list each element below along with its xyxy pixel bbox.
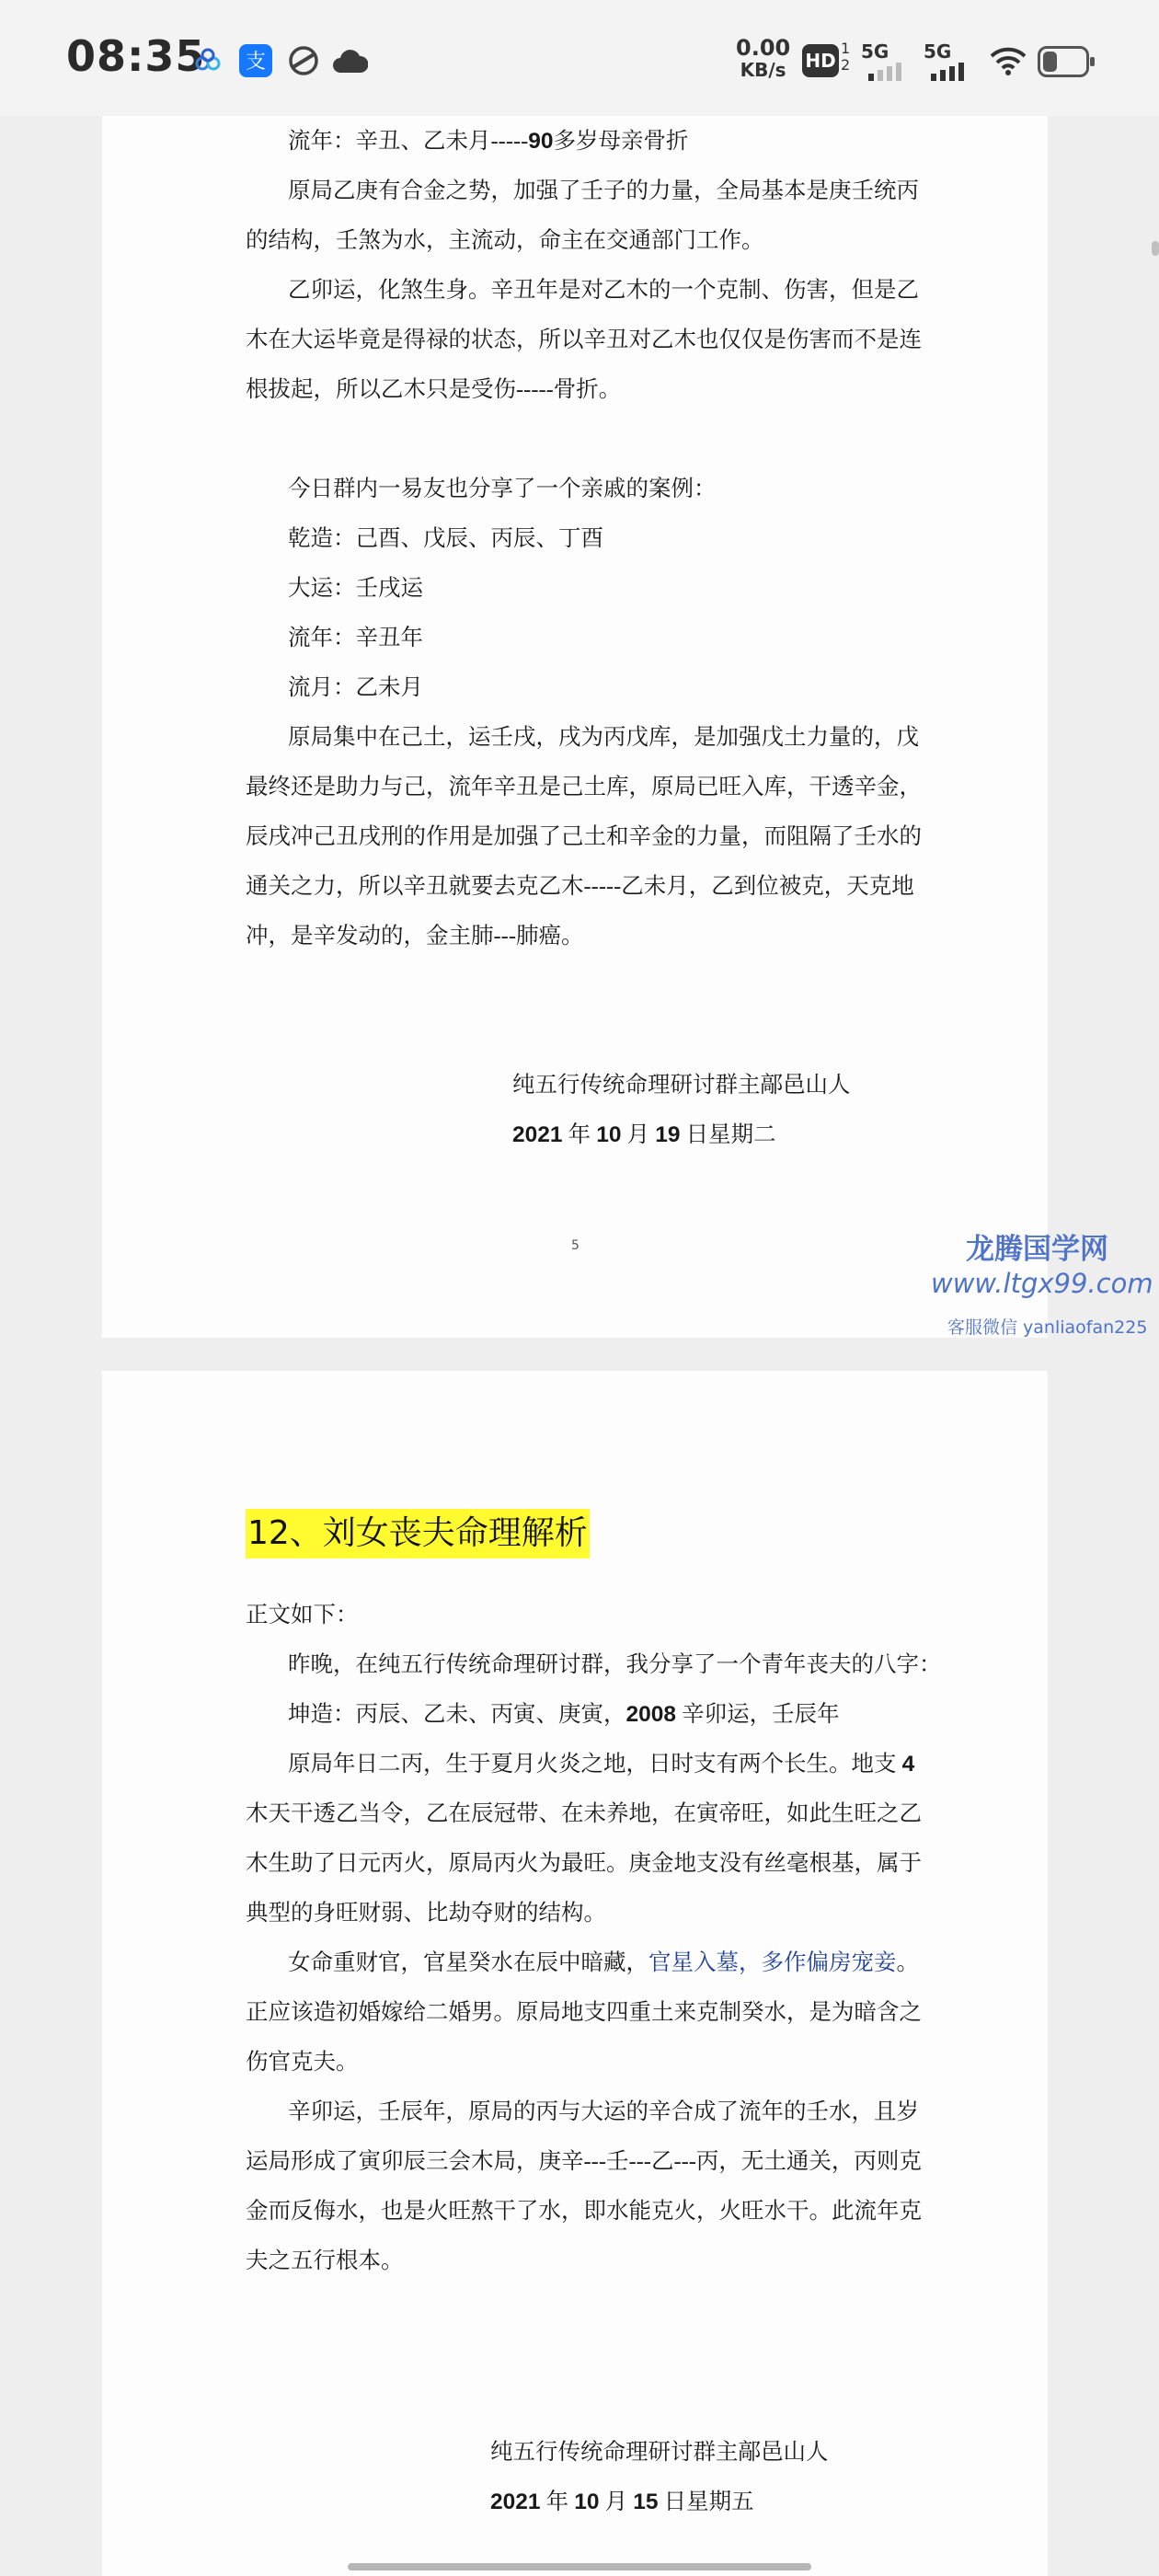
document-page-6 — [102, 1371, 1048, 2576]
text-line: 运局形成了寅卯辰三会木局，庚辛---壬---乙---丙，无土通关，丙则克 — [246, 2149, 922, 2174]
battery-fill — [1043, 52, 1057, 72]
date-month: 10 — [574, 2490, 600, 2514]
signal-icon-2 — [924, 40, 975, 81]
battery-icon — [1038, 46, 1089, 77]
text-span: 女命重财官，官星癸水在辰中暗藏， — [288, 1950, 648, 1975]
bold-number: 2008 — [625, 1702, 677, 1727]
text-span: 流年：辛丑、乙未月----- — [288, 129, 529, 154]
text-line: 大运：壬戌运 — [288, 576, 423, 601]
document-page-5 — [102, 116, 1048, 1338]
text-span: 原局年日二丙，生于夏月火炎之地，日时支有两个长生。地支 — [288, 1752, 902, 1777]
watermark-url: www.ltgx99.com — [931, 1268, 1153, 1299]
text-line: 夫之五行根本。 — [246, 2248, 404, 2273]
alipay-icon — [237, 42, 274, 79]
planet-icon — [285, 42, 322, 79]
text-line: 原局集中在己土，运壬戌，戌为丙戊库，是加强戊土力量的，戊 — [288, 725, 919, 750]
text-line: 木生助了日元丙火，原局丙火为最旺。庚金地支没有丝毫根基，属于 — [246, 1851, 922, 1876]
signal-1-bars — [868, 63, 901, 81]
text-span: 。 — [896, 1950, 919, 1975]
text-line: 辛卯运，壬辰年，原局的丙与大运的辛合成了流年的壬水，且岁 — [288, 2099, 919, 2124]
weather-cloud-icon — [331, 42, 368, 79]
scrollbar-thumb[interactable] — [1152, 241, 1159, 256]
date-sep: 年 — [562, 1122, 597, 1147]
text-line: 流年：辛丑年 — [288, 626, 423, 650]
signal-2-label: 5G — [924, 40, 952, 63]
text-line: 乾造：己酉、戊辰、丙辰、丁酉 — [288, 526, 603, 551]
text-span: 多岁母亲骨折 — [553, 129, 689, 154]
text-line: 通关之力，所以辛丑就要去克乙木-----乙未月，乙到位被克，天克地 — [246, 874, 914, 899]
date-year: 2021 — [512, 1122, 563, 1147]
wifi-icon — [986, 42, 1030, 79]
signature-date — [490, 2484, 754, 2516]
watermark-title: 龙腾国学网 — [966, 1233, 1108, 1266]
date-weekday: 日星期二 — [680, 1122, 776, 1147]
text-line: 今日群内一易友也分享了一个亲戚的案例： — [288, 477, 717, 501]
text-line — [288, 123, 689, 155]
text-line: 正应该造初婚嫁给二婚男。原局地支四重土来克制癸水，是为暗含之 — [246, 2000, 922, 2025]
net-speed-unit: KB/s — [740, 59, 786, 81]
text-line — [288, 1696, 840, 1729]
author-signature: 纯五行传统命理研讨群主鄗邑山人 — [512, 1073, 851, 1098]
text-line: 根拔起，所以乙木只是受伤-----骨折。 — [246, 377, 622, 402]
hd-sim-label: 1 2 — [841, 40, 851, 74]
net-speed-value: 0.00 — [736, 35, 791, 61]
bold-number: 4 — [901, 1752, 915, 1777]
signal-2-bars — [931, 63, 964, 81]
date-day: 19 — [655, 1122, 681, 1147]
date-month: 10 — [596, 1122, 622, 1147]
status-bar — [0, 0, 1159, 116]
section-heading: 12、刘女丧夫命理解析 — [246, 1509, 590, 1558]
author-signature: 纯五行传统命理研讨群主鄗邑山人 — [490, 2440, 829, 2465]
text-line: 的结构，壬煞为水，主流动，命主在交通部门工作。 — [246, 228, 764, 253]
date-weekday: 日星期五 — [658, 2490, 754, 2514]
cloud-icon — [189, 42, 226, 79]
watermark-contact: 客服微信 yanliaofan225 — [947, 1317, 1148, 1338]
text-line: 流月：乙未月 — [288, 675, 423, 700]
text-line: 金而反侮水，也是火旺熬干了水，即水能克火，火旺水干。此流年克 — [246, 2199, 922, 2224]
signal-1-label: 5G — [861, 40, 889, 63]
signature-date — [512, 1117, 776, 1149]
clock: 08:35 — [66, 31, 206, 81]
svg-text:支: 支 — [245, 51, 267, 74]
text-span: 坤造：丙辰、乙未、丙寅、庚寅， — [288, 1702, 626, 1727]
hd-voice-icon: HD — [802, 44, 839, 77]
date-day: 15 — [633, 2490, 659, 2514]
text-line: 木在大运毕竟是得禄的状态，所以辛丑对乙木也仅仅是伤害而不是连 — [246, 328, 922, 352]
highlighted-phrase: 官星入墓，多作偏房宠妾 — [648, 1950, 897, 1975]
text-span: 辛卯运，壬辰年 — [676, 1702, 840, 1727]
text-line: 正文如下： — [246, 1603, 359, 1627]
text-line: 辰戌冲己丑戌刑的作用是加强了己土和辛金的力量，而阻隔了壬水的 — [246, 824, 922, 849]
text-line — [288, 1945, 919, 1977]
date-sep: 月 — [599, 2490, 634, 2514]
text-line: 伤官克夫。 — [246, 2050, 359, 2075]
page-number: 5 — [571, 1238, 580, 1253]
text-line: 乙卯运，化煞生身。辛丑年是对乙木的一个克制、伤害，但是乙 — [288, 278, 919, 303]
signal-icon-1 — [861, 40, 912, 81]
text-line — [288, 1746, 914, 1778]
date-sep: 年 — [540, 2490, 575, 2514]
bold-number: 90 — [528, 129, 554, 154]
text-line: 冲，是辛发动的，金主肺---肺癌。 — [246, 924, 584, 949]
home-indicator[interactable] — [348, 2563, 811, 2570]
date-sep: 月 — [621, 1122, 656, 1147]
text-line: 木天干透乙当令，乙在辰冠带、在未养地，在寅帝旺，如此生旺之乙 — [246, 1801, 922, 1826]
text-line: 最终还是助力与己，流年辛丑是己土库，原局已旺入库，干透辛金， — [246, 775, 922, 799]
net-speed — [736, 37, 790, 81]
text-line: 原局乙庚有合金之势，加强了壬子的力量，全局基本是庚壬统丙 — [288, 178, 919, 203]
text-line: 典型的身旺财弱、比劫夺财的结构。 — [246, 1901, 606, 1926]
date-year: 2021 — [490, 2490, 541, 2514]
text-line: 昨晚，在纯五行传统命理研讨群，我分享了一个青年丧夫的八字： — [288, 1652, 942, 1677]
